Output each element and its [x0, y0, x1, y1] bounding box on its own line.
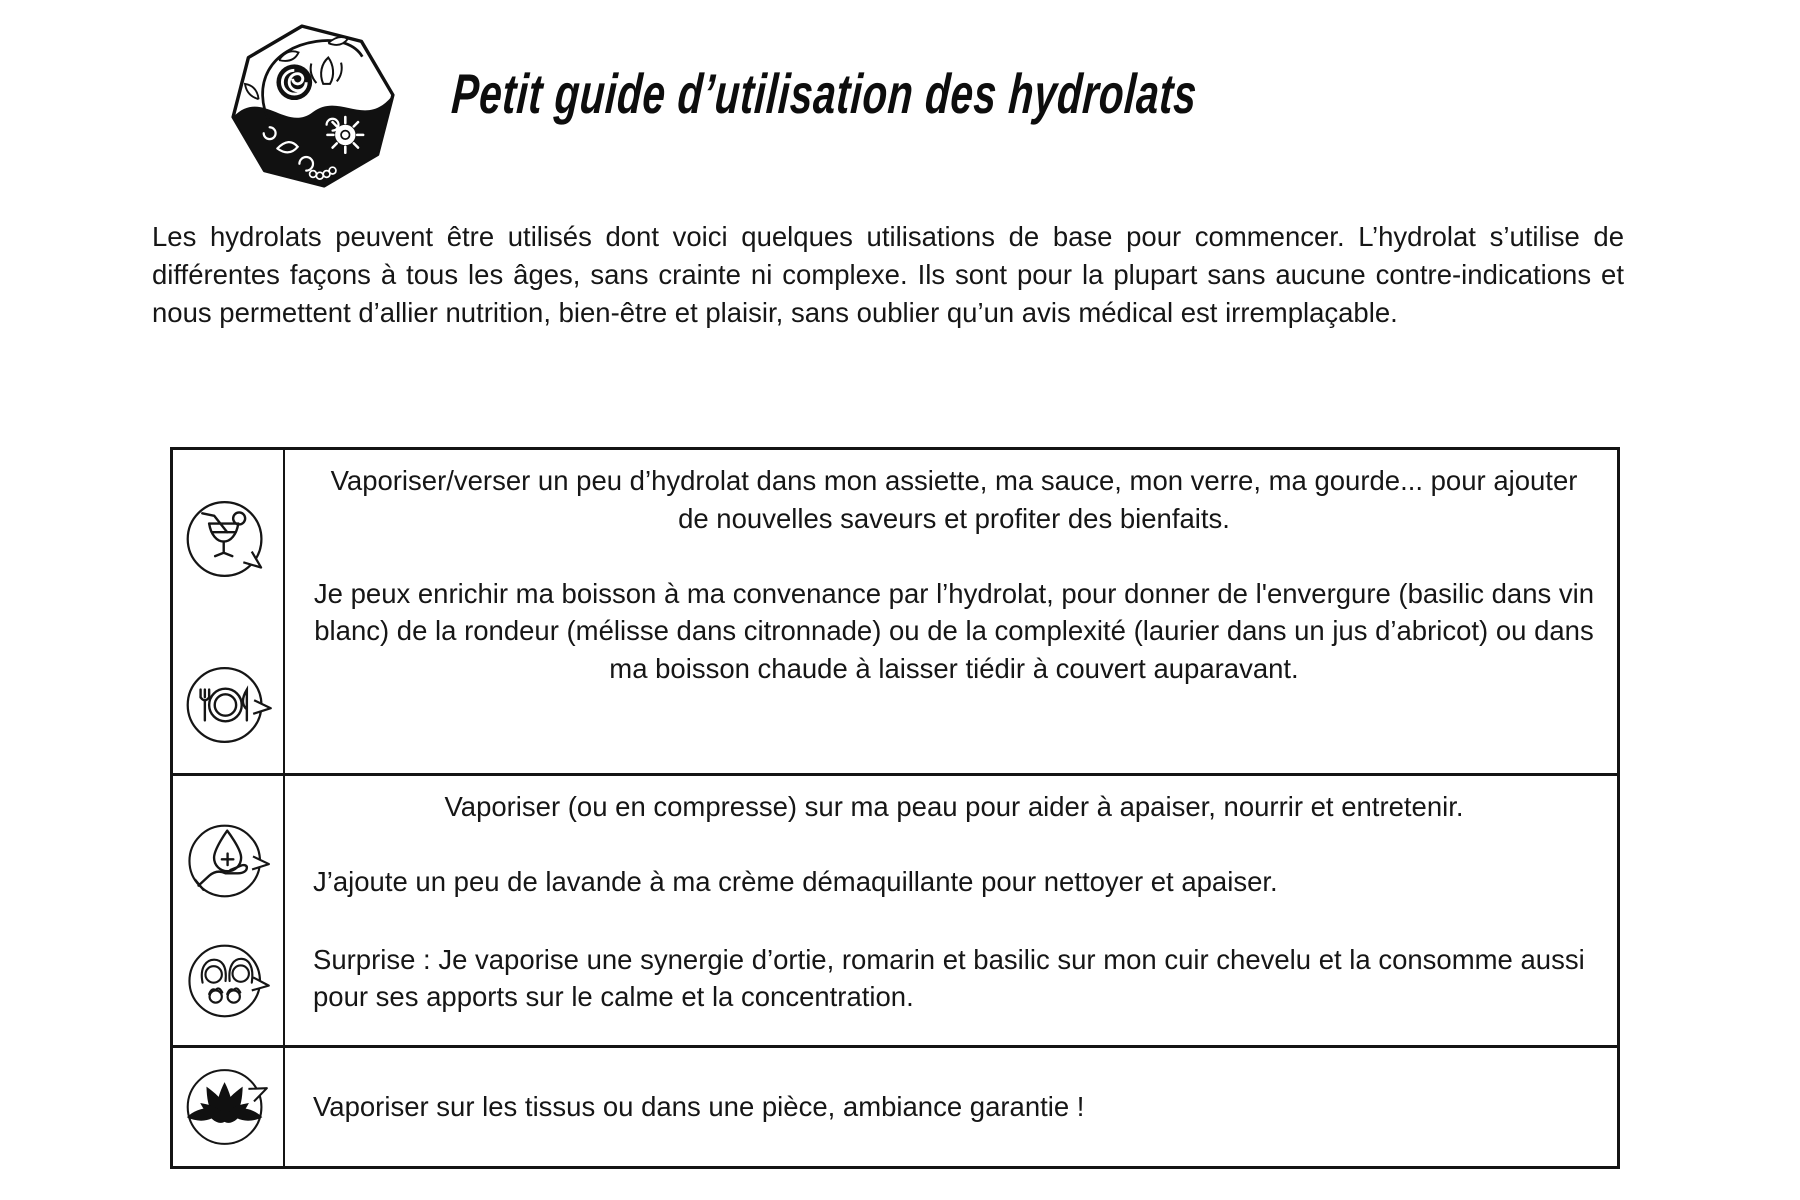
usage-text: Je peux enrichir ma boisson à ma convenance par l’hydrolat, pour donner de l'envergure (basilic dans vin blanc) de la rondeur (mélisse dans citronnade) ou de la complexité (laurier dans un jus d’abricot) ou dans ma boisson chaude à laisser tiédir à couvert auparavant. — [313, 577, 1595, 685]
usage-table — [170, 447, 1620, 1169]
usage-text: Vaporiser sur les tissus ou dans une pièce, ambiance garantie ! — [313, 1091, 1085, 1123]
table-row-ambiance — [173, 1045, 1617, 1166]
usage-text: Vaporiser (ou en compresse) sur ma peau pour aider à apaiser, nourrir et entretenir. — [444, 791, 1464, 822]
text-cell — [285, 1048, 1617, 1166]
usage-text: Vaporiser/verser un peu d’hydrolat dans mon assiette, ma sauce, mon verre, ma gourde... pour ajouter de nouvelles saveurs et profiter des bienfaits. — [330, 465, 1578, 534]
intro-paragraph: Les hydrolats peuvent être utilisés dont voici quelques utilisations de base pour commencer. L’hydrolat s’utilise de différentes façons à tous les âges, sans crainte ni complexe. Ils sont pour la plupart sans aucune contre-indications et nous permettent d’allier nutrition, bien-être et plaisir, sans oublier qu’un avis médical est irremplaçable. — [152, 221, 1624, 328]
plate-cutlery-bubble-icon — [180, 662, 276, 748]
lotus-bubble-icon — [180, 1064, 276, 1150]
usage-text: Surprise : Je vaporise une synergie d’ortie, romarin et basilic sur mon cuir chevelu et la consomme aussi pour ses apports sur le calme et la concentration. — [313, 943, 1585, 1013]
text-cell — [285, 776, 1617, 1045]
usage-text: J’ajoute un peu de lavande à ma crème démaquillante pour nettoyer et apaiser. — [313, 865, 1278, 897]
table-row-food-drink — [173, 450, 1617, 773]
icon-cell — [173, 776, 285, 1045]
icon-cell — [173, 450, 285, 773]
table-row-skin-care — [173, 773, 1617, 1045]
text-cell — [285, 450, 1617, 773]
brand-logo — [228, 20, 398, 192]
icon-cell — [173, 1048, 285, 1166]
family-faces-bubble-icon — [182, 940, 274, 1022]
cocktail-glass-bubble-icon — [180, 496, 276, 582]
page-title: Petit guide d’utilisation des hydrolats — [449, 62, 1200, 125]
water-drop-hand-bubble-icon — [182, 820, 274, 902]
yin-yang-floral-icon — [228, 20, 398, 192]
